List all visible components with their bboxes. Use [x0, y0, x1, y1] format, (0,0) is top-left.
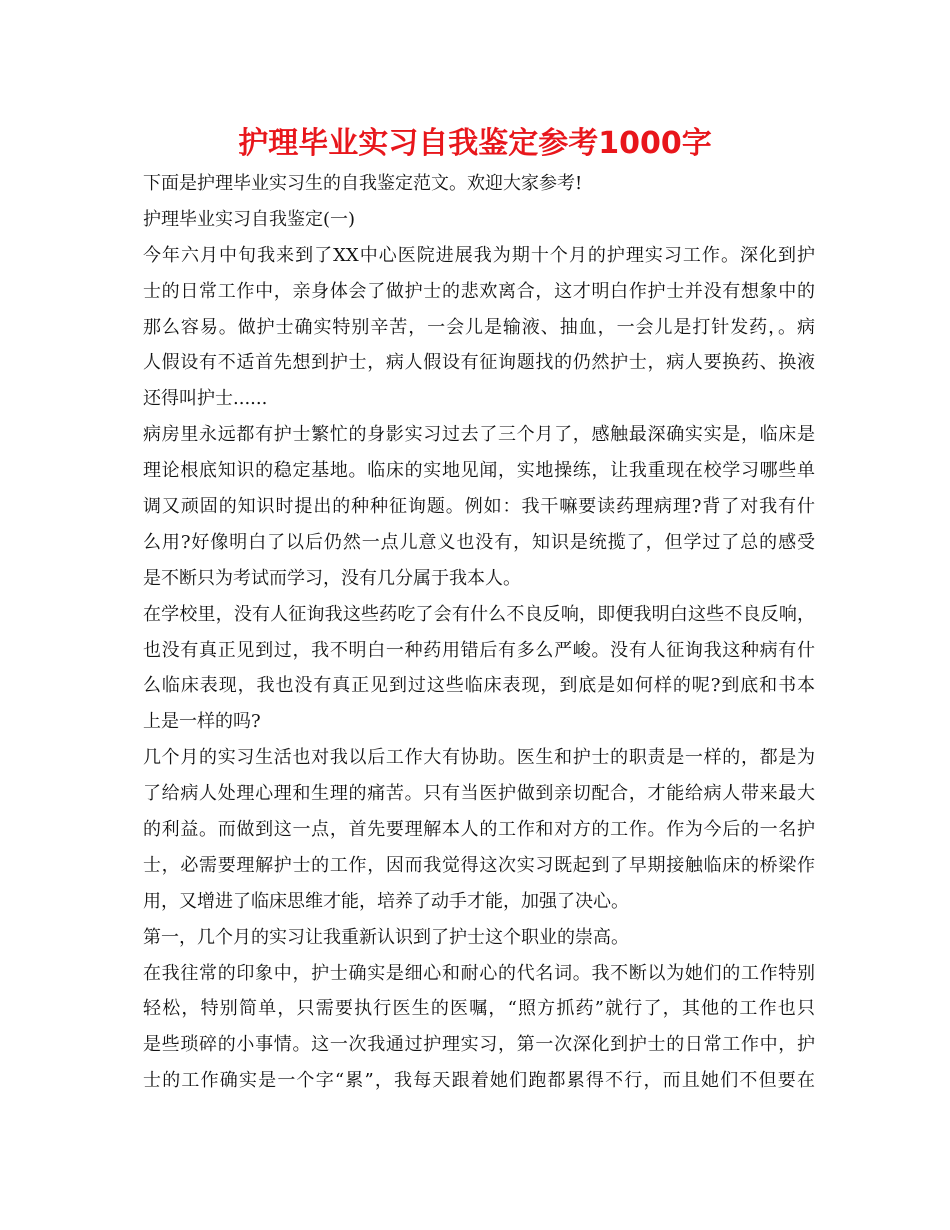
text-line: 士，必需要理解护士的工作，因而我觉得这次实习既起到了早期接触临床的桥梁作 [143, 854, 815, 876]
text-line: 么临床表现，我也没有真正见到过这些临床表现，到底是如何样的呢?到底和书本 [143, 675, 815, 697]
text-line: 么用?好像明白了以后仍然一点儿意义也没有，知识是统揽了，但学过了总的感受 [143, 531, 815, 553]
text-line: 理论根底知识的稳定基地。临床的实地见闻，实地操练，让我重现在校学习哪些单 [143, 460, 815, 482]
text-line: 用，又增进了临床思维才能，培养了动手才能，加强了决心。 [143, 890, 629, 912]
text-line: 上是一样的吗? [143, 711, 261, 733]
text-line: 在我往常的印象中，护士确实是细心和耐心的代名词。我不断以为她们的工作特别 [143, 962, 815, 984]
text-line: 轻松，特别简单，只需要执行医生的医嘱，“照方抓药”就行了，其他的工作也只 [143, 998, 815, 1020]
text-line: 病房里永远都有护士繁忙的身影实习过去了三个月了，感触最深确实实是，临床是 [143, 424, 815, 446]
text-line: 护理毕业实习自我鉴定(一) [143, 208, 356, 230]
text-line: 调又顽固的知识时提出的种种征询题。例如：我干嘛要读药理病理?背了对我有什 [143, 496, 815, 518]
text-line: 士的工作确实是一个字“累”，我每天跟着她们跑都累得不行，而且她们不但要在 [143, 1070, 815, 1092]
text-line: 是些琐碎的小事情。这一次我通过护理实习，第一次深化到护士的日常工作中，护 [143, 1034, 815, 1056]
text-line: 在学校里，没有人征询我这些药吃了会有什么不良反响，即便我明白这些不良反响， [143, 603, 815, 625]
document-body [143, 166, 815, 1099]
text-line: 也没有真正见到过，我不明白一种药用错后有多么严峻。没有人征询我这种病有什 [143, 639, 815, 661]
text-line: 人假设有不适首先想到护士，病人假设有征询题找的仍然护士，病人要换药、换液 [143, 352, 815, 374]
text-line: 下面是护理毕业实习生的自我鉴定范文。欢迎大家参考! [143, 173, 583, 194]
text-line: 那么容易。做护士确实特别辛苦，一会儿是输液、抽血，一会儿是打针发药，。病 [143, 316, 815, 338]
text-line: 今年六月中旬我来到了XX中心医院进展我为期十个月的护理实习工作。深化到护 [143, 244, 815, 266]
text-line: 的利益。而做到这一点，首先要理解本人的工作和对方的工作。作为今后的一名护 [143, 819, 815, 841]
text-line: 士的日常工作中，亲身体会了做护士的悲欢离合，这才明白作护士并没有想象中的 [143, 280, 815, 302]
text-line: 了给病人处理心理和生理的痛苦。只有当医护做到亲切配合，才能给病人带来最大 [143, 783, 815, 805]
text-line: 还得叫护士...... [143, 388, 268, 410]
document-title: 护理毕业实习自我鉴定参考1000字 [238, 126, 712, 161]
text-line: 是不断只为考试而学习，没有几分属于我本人。 [143, 567, 521, 589]
text-line: 第一，几个月的实习让我重新认识到了护士这个职业的崇高。 [143, 926, 629, 948]
text-line: 几个月的实习生活也对我以后工作大有协助。医生和护士的职责是一样的，都是为 [143, 747, 815, 769]
